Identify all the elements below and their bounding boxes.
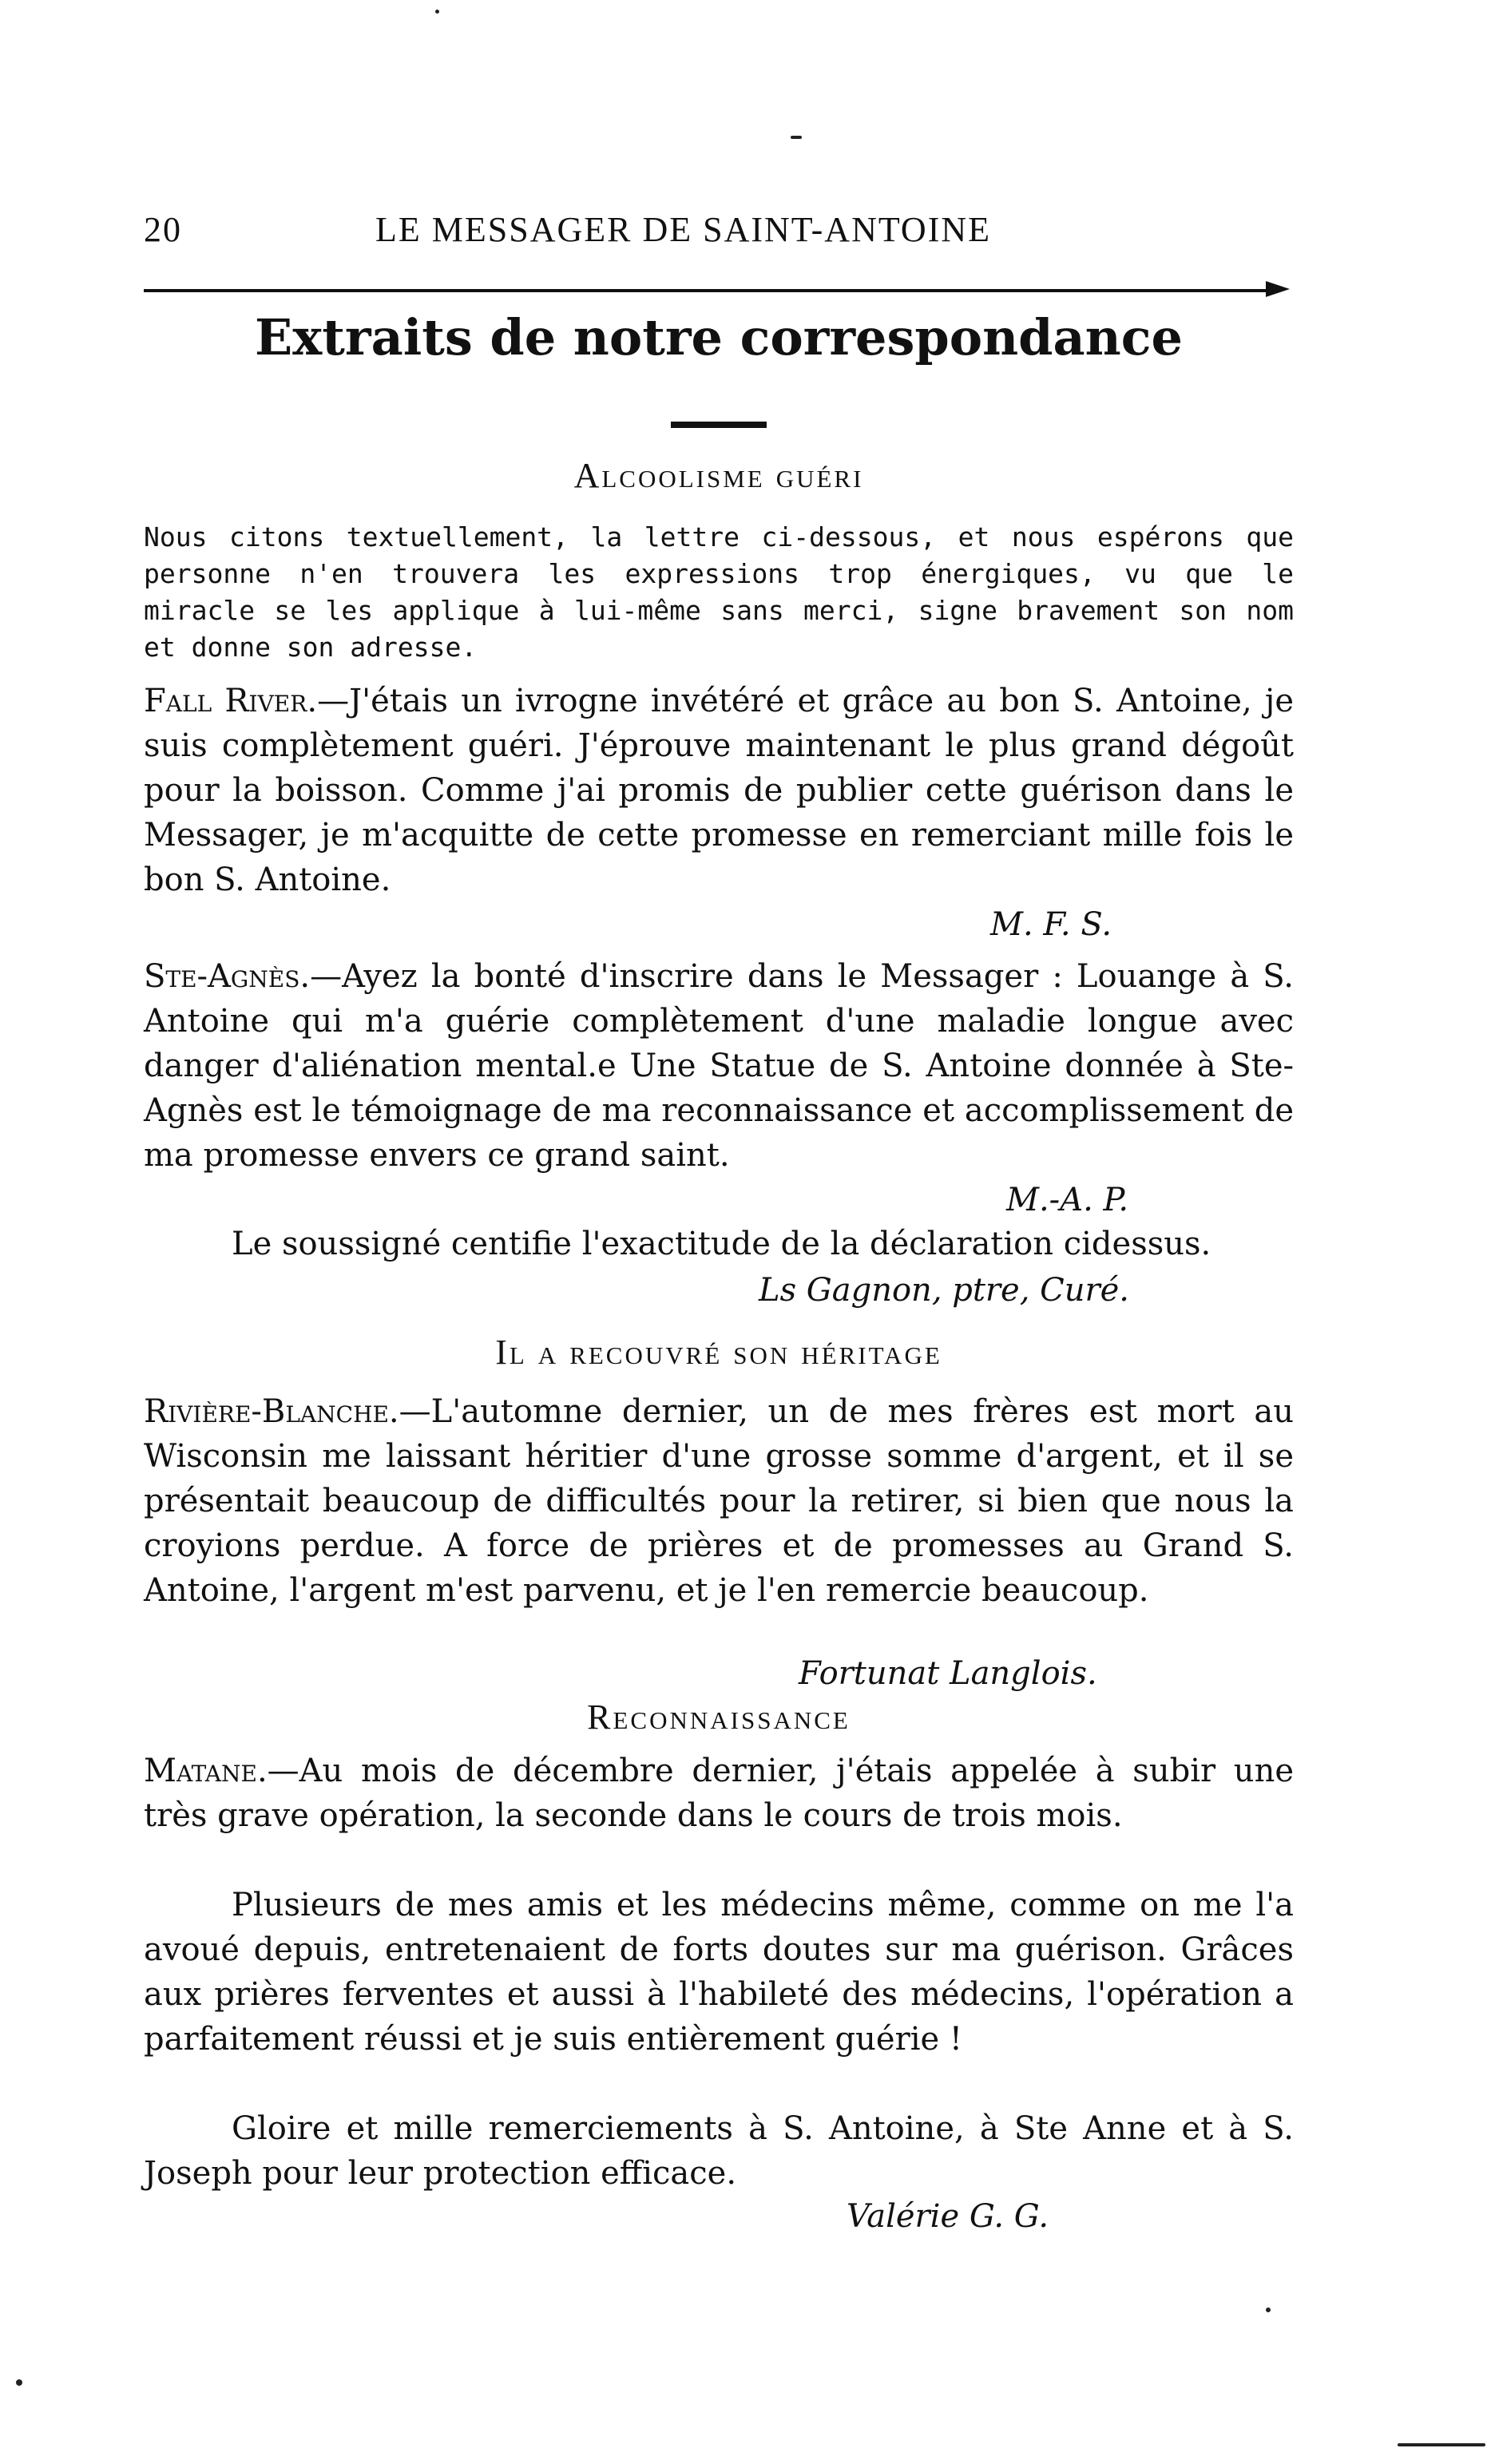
signature: M. F. S. — [990, 906, 1112, 943]
page-title: Extraits de notre correspondance — [255, 308, 1183, 366]
letter-text: —L'automne dernier, un de mes frères est mort au Wisconsin me laissant héritier d'une grosse somme d'argent, et il se présentait beaucoup de difficultés pour la retirer, si bien que nous la croyions perdue. A force de prières et de promesses au Grand S. Antoine, l'argent m'est parvenu, et je l'en remercie beaucoup. — [144, 1393, 1294, 1609]
signature: Ls Gagnon, ptre, Curé. — [759, 1272, 1130, 1309]
print-speck — [1266, 2308, 1271, 2312]
signature: Valérie G. G. — [847, 2198, 1049, 2235]
paragraph-medecins: Plusieurs de mes amis et les médecins même, comme on me l'a avoué depuis, entretenaient de forts doutes sur ma guérison. Grâces aux prières ferventes et aussi à l'habileté des médecins, l'opération a parfaitement réussi et je suis entièrement guérie ! — [144, 1887, 1294, 2058]
place-name: Fall River. — [144, 683, 318, 719]
place-name: Ste-Agnès. — [144, 958, 311, 995]
certification-paragraph: Le soussigné centifie l'exactitude de la déclaration cidessus. — [232, 1226, 1211, 1262]
letter-ste-agnes — [144, 954, 1294, 1178]
page-number: 20 — [144, 210, 182, 249]
place-name: Rivière-Blanche. — [144, 1393, 399, 1430]
letter-matane — [144, 1749, 1294, 1838]
journal-title: LE MESSAGER DE SAINT-ANTOINE — [375, 210, 991, 249]
print-speck — [1398, 2443, 1485, 2446]
section-heading-reconnaissance: Reconnaissance — [587, 1697, 851, 1737]
letter-text: —J'étais un ivrogne invétéré et grâce au bon S. Antoine, je suis complètement guéri. J'éprouve maintenant le plus grand dégoût pour la boisson. Comme j'ai promis de publier cette guérison dans le Messager, je m'acquitte de cette promesse en remerciant mille fois le bon S. Antoine. — [144, 683, 1295, 898]
paragraph-gloire: Gloire et mille remerciements à S. Antoine, à Ste Anne et à S. Joseph pour leur protection efficace. — [144, 2110, 1294, 2192]
letter-riviere-blanche — [144, 1389, 1294, 1613]
header-rule-ornament — [1266, 281, 1290, 297]
signature: Fortunat Langlois. — [799, 1655, 1097, 1692]
title-rule — [671, 422, 767, 428]
signature: M.-A. P. — [1006, 1182, 1129, 1218]
running-head — [144, 209, 1294, 257]
header-rule — [144, 289, 1274, 292]
print-speck — [16, 2379, 22, 2386]
intro-paragraph: Nous citons textuellement, la lettre ci-dessous, et nous espérons que personne n'en trouvera les expressions trop énergiques, vu que le miracle se les applique à lui-même sans merci, signe bravement son nom et donne son adresse. — [144, 521, 1294, 663]
print-speck — [791, 136, 802, 139]
print-speck — [435, 10, 439, 14]
letter-text: —Ayez la bonté d'inscrire dans le Messager : Louange à S. Antoine qui m'a guérie complètement d'une maladie longue avec danger d'aliénation mental.e Une Statue de S. Antoine donnée à Ste-Agnès est le témoignage de ma reconnaissance et accomplissement de ma promesse envers ce grand saint. — [144, 958, 1294, 1174]
section-heading-alcoolisme: Alcoolisme guéri — [573, 456, 864, 495]
page — [144, 0, 1294, 2464]
letter-fall-river — [144, 679, 1294, 902]
section-heading-heritage: Il a recouvré son héritage — [495, 1333, 942, 1372]
place-name: Matane. — [144, 1753, 268, 1789]
letter-text: —Au mois de décembre dernier, j'étais appelée à subir une très grave opération, la seconde dans le cours de trois mois. — [144, 1753, 1294, 1834]
